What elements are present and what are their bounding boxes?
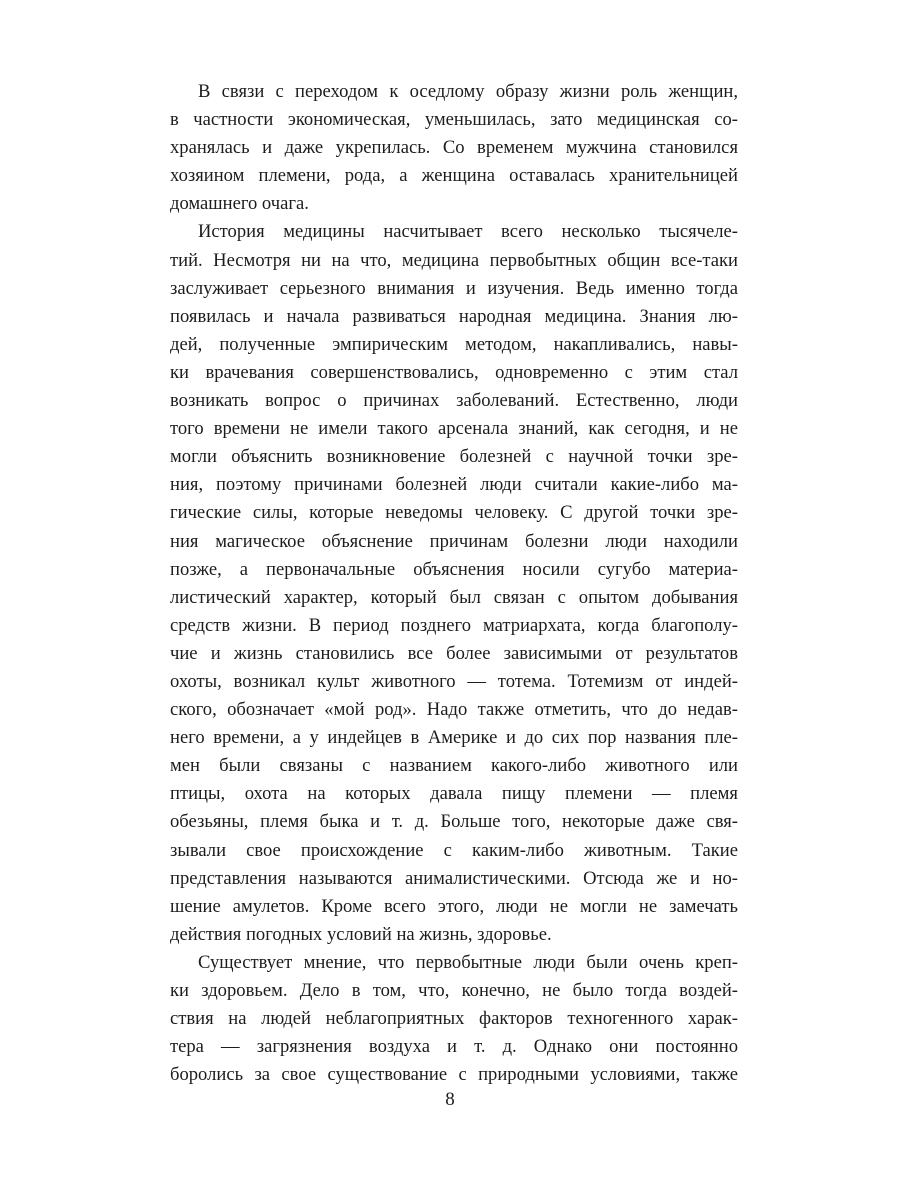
text-line: ния, поэтому причинами болезней люди считали какие-либо ма-: [170, 474, 738, 496]
text-line: заслуживает серьезного внимания и изучения. Ведь именно тогда: [170, 277, 738, 299]
text-line: мен были связаны с названием какого-либо животного или: [170, 755, 738, 777]
text-line: дей, полученные эмпирическим методом, накапливались, навы-: [170, 333, 738, 355]
text-line: ния магическое объяснение причинам болезни люди находили: [170, 530, 738, 552]
text-line: чие и жизнь становились все более зависимыми от результатов: [170, 642, 738, 664]
text-line: него времени, а у индейцев в Америке и до сих пор названия пле-: [170, 727, 738, 749]
text-line: гические силы, которые неведомы человеку. С другой точки зре-: [170, 502, 738, 524]
text-line: шение амулетов. Кроме всего этого, люди не могли не замечать: [170, 895, 738, 917]
text-line: появилась и начала развиваться народная медицина. Знания лю-: [170, 305, 738, 327]
page-text: [170, 78, 738, 1089]
paragraph: [170, 949, 738, 1089]
text-line: средств жизни. В период позднего матриархата, когда благополу-: [170, 614, 738, 636]
text-line: хозяином племени, рода, а женщина оставалась хранительницей: [170, 165, 738, 187]
text-line: обезьяны, племя быка и т. д. Больше того, некоторые даже свя-: [170, 811, 738, 833]
text-line: тий. Несмотря ни на что, медицина первобытных общин все-таки: [170, 249, 738, 271]
text-line: ки врачевания совершенствовались, одновременно с этим стал: [170, 361, 738, 383]
text-line: ствия на людей неблагоприятных факторов техногенного харак-: [170, 1008, 738, 1030]
text-line: листический характер, который был связан с опытом добывания: [170, 586, 738, 608]
text-line: в частности экономическая, уменьшилась, зато медицинская со-: [170, 109, 738, 131]
text-line: охоты, возникал культ животного — тотема. Тотемизм от индей-: [170, 670, 738, 692]
text-line: представления называются анималистическими. Отсюда же и но-: [170, 867, 738, 889]
page-number: 8: [445, 1089, 455, 1110]
text-line: птицы, охота на которых давала пищу племени — племя: [170, 783, 738, 805]
text-line: История медицины насчитывает всего несколько тысячеле-: [198, 221, 738, 243]
paragraph: [170, 78, 738, 218]
text-line: ского, обозначает «мой род». Надо также отметить, что до недав-: [170, 699, 738, 721]
text-line: того времени не имели такого арсенала знаний, как сегодня, и не: [170, 418, 738, 440]
text-line: Существует мнение, что первобытные люди были очень креп-: [198, 951, 738, 973]
text-line: тера — загрязнения воздуха и т. д. Однако они постоянно: [170, 1036, 738, 1058]
text-line: могли объяснить возникновение болезней с научной точки зре-: [170, 446, 738, 468]
text-line: домашнего очага.: [170, 193, 309, 215]
text-line: боролись за свое существование с природными условиями, также: [170, 1064, 738, 1086]
text-line: зывали свое происхождение с каким-либо животным. Такие: [170, 839, 738, 861]
text-line: позже, а первоначальные объяснения носили сугубо материа-: [170, 558, 738, 580]
paragraph: [170, 218, 738, 948]
text-line: действия погодных условий на жизнь, здоровье.: [170, 923, 552, 945]
text-line: хранялась и даже укрепилась. Со временем мужчина становился: [170, 137, 738, 159]
text-line: возникать вопрос о причинах заболеваний. Естественно, люди: [170, 390, 738, 412]
text-line: В связи с переходом к оседлому образу жизни роль женщин,: [198, 81, 738, 102]
text-line: ки здоровьем. Дело в том, что, конечно, не было тогда воздей-: [170, 980, 738, 1001]
